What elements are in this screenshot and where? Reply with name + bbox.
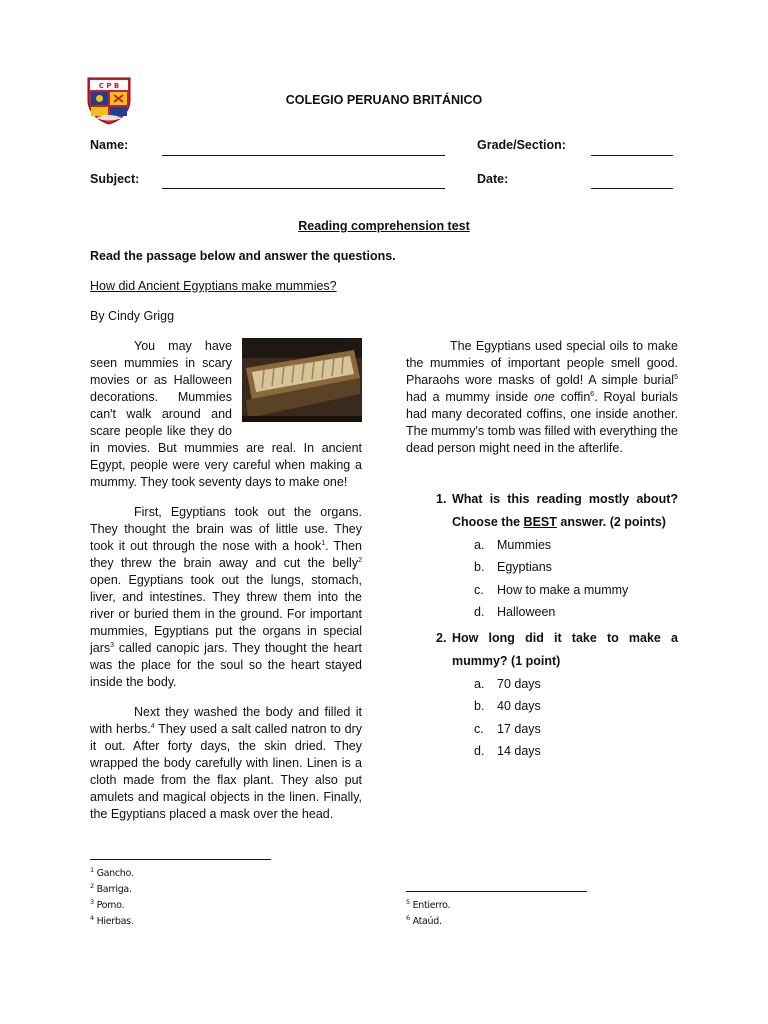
footnote-ref-4: 4 xyxy=(150,722,155,730)
questions-section xyxy=(406,484,678,762)
instructions: Read the passage below and answer the questions. xyxy=(90,249,396,263)
option-text: How to make a mummy xyxy=(497,582,629,597)
footnote-ref-3: 3 xyxy=(110,641,115,649)
paragraph-2-text-d: called canopic jars. They thought the heart was the place for the soul so the heart stayed inside the body. xyxy=(90,641,362,689)
name-field-line[interactable] xyxy=(162,155,445,156)
footnote-ref-1: 1 xyxy=(321,539,326,547)
footnote-2: $^2$ Barriga. xyxy=(90,881,132,895)
footnote-1: $^1$ Gancho. xyxy=(90,865,134,879)
paragraph-4-text-b: had a mummy inside xyxy=(406,390,534,404)
footnote-6: $^6$ Ataúd. xyxy=(406,913,442,927)
footnote-separator-left xyxy=(90,859,271,860)
subject-label: Subject: xyxy=(90,172,140,186)
footnote-ref-5: 5 xyxy=(674,373,678,381)
date-label: Date: xyxy=(477,172,509,186)
passage-title: How did Ancient Egyptians make mummies? xyxy=(90,279,337,293)
passage-right-column xyxy=(406,338,678,470)
test-title: Reading comprehension test xyxy=(298,219,470,233)
question-1-option-b[interactable] xyxy=(406,556,678,578)
school-name: COLEGIO PERUANO BRITÁNICO xyxy=(285,93,483,107)
option-text: 14 days xyxy=(497,744,541,759)
option-letter: c. xyxy=(474,582,484,597)
paragraph-1: You may have seen mummies in scary movies or as Halloween decorations. Mummies can't walk around and scare people like they do in movies. But mummies are real. In ancient Egypt, people were very careful when making a mummy. They took seventy days to make one! xyxy=(90,339,362,489)
footnote-4: $^4$ Hierbas. xyxy=(90,913,134,927)
question-1-text-b: answer. (2 points) xyxy=(556,515,666,529)
option-letter: d. xyxy=(474,744,485,759)
footnote-5: $^5$ Entierro. xyxy=(406,897,451,911)
paragraph-3-text-a: Next they washed the body and filled it with herbs. xyxy=(90,705,362,736)
option-letter: c. xyxy=(474,721,484,736)
question-1-option-a[interactable] xyxy=(406,534,678,556)
option-text: Halloween xyxy=(497,604,556,619)
paragraph-3-text-b: They used a salt called natron to dry it out. After forty days, the skin dried. They wrapped the body carefully with linen. Linen is a cloth made from the flax plant. They also put amulets and magical objects in the linen. Finally, the Egyptians placed a mask over the head. xyxy=(90,722,362,821)
question-2-text: How long did it take to make a mummy? (1 point) xyxy=(452,631,678,669)
footnote-ref-6: 6 xyxy=(590,390,595,398)
paragraph-2-text-b: . Then they threw the brain away and cut the belly xyxy=(90,539,362,570)
question-2-option-d[interactable] xyxy=(406,740,678,762)
paragraph-2-text-c: open. Egyptians took out the lungs, stomach, liver, and intestines. They threw them into the river or buried them in the ground. For important mummies, Egyptians put the organs in special jars xyxy=(90,573,362,655)
question-2-number: 2. xyxy=(436,631,447,646)
question-1-number: 1. xyxy=(436,492,447,506)
footnote-3: $^3$ Pomo. xyxy=(90,897,125,911)
question-1-option-c[interactable] xyxy=(406,579,678,601)
footnote-separator-right xyxy=(406,891,587,892)
paragraph-4 xyxy=(406,338,678,457)
option-text: 40 days xyxy=(497,699,541,714)
paragraph-4-text-a: The Egyptians used special oils to make the mummies of important people smell good. Pharaohs wore masks of gold! A simple burial xyxy=(406,339,678,387)
paragraph-4-text-e: . Royal burials had many decorated coffins, one inside another. The mummy's tomb was filled with everything the dead person might need in the afterlife. xyxy=(406,390,679,455)
date-field-line[interactable] xyxy=(591,188,673,189)
option-letter: a. xyxy=(474,538,485,552)
grade-section-label: Grade/Section: xyxy=(477,138,566,152)
mummy-coffin-image xyxy=(242,338,362,422)
option-letter: b. xyxy=(474,699,485,714)
name-label: Name: xyxy=(90,138,129,152)
option-text: Mummies xyxy=(497,538,552,552)
option-letter: d. xyxy=(474,604,485,619)
question-1 xyxy=(406,488,678,534)
paragraph-3 xyxy=(90,704,362,823)
option-letter: a. xyxy=(474,677,485,692)
question-2 xyxy=(406,627,678,673)
subject-field-line[interactable] xyxy=(162,188,445,189)
paragraph-2-text-a: First, Egyptians took out the organs. They thought the brain was of little use. They took it out through the nose with a hook xyxy=(90,505,362,553)
question-1-emphasis: BEST xyxy=(523,515,557,529)
option-text: Egyptians xyxy=(497,560,552,575)
passage-left-column xyxy=(90,338,362,836)
paragraph-4-text-d: coffin xyxy=(554,390,591,404)
grade-section-field-line[interactable] xyxy=(591,155,673,156)
question-2-option-b[interactable] xyxy=(406,695,678,717)
footnotes-right xyxy=(406,898,450,930)
paragraph-2 xyxy=(90,504,362,691)
byline: By Cindy Grigg xyxy=(90,309,175,323)
footnotes-left xyxy=(90,866,134,930)
option-text: 17 days xyxy=(497,721,541,736)
footnote-ref-2: 2 xyxy=(358,556,362,564)
crest-text: C P B xyxy=(98,82,120,90)
paragraph-4-emphasis-one: one xyxy=(534,390,555,404)
question-2-option-a[interactable] xyxy=(406,673,678,695)
question-1-text-a: What is this reading mostly about? Choose the xyxy=(452,492,678,529)
question-1-option-d[interactable] xyxy=(406,601,678,623)
option-text: 70 days xyxy=(497,677,541,692)
question-2-option-c[interactable] xyxy=(406,718,678,740)
option-letter: b. xyxy=(474,560,485,575)
